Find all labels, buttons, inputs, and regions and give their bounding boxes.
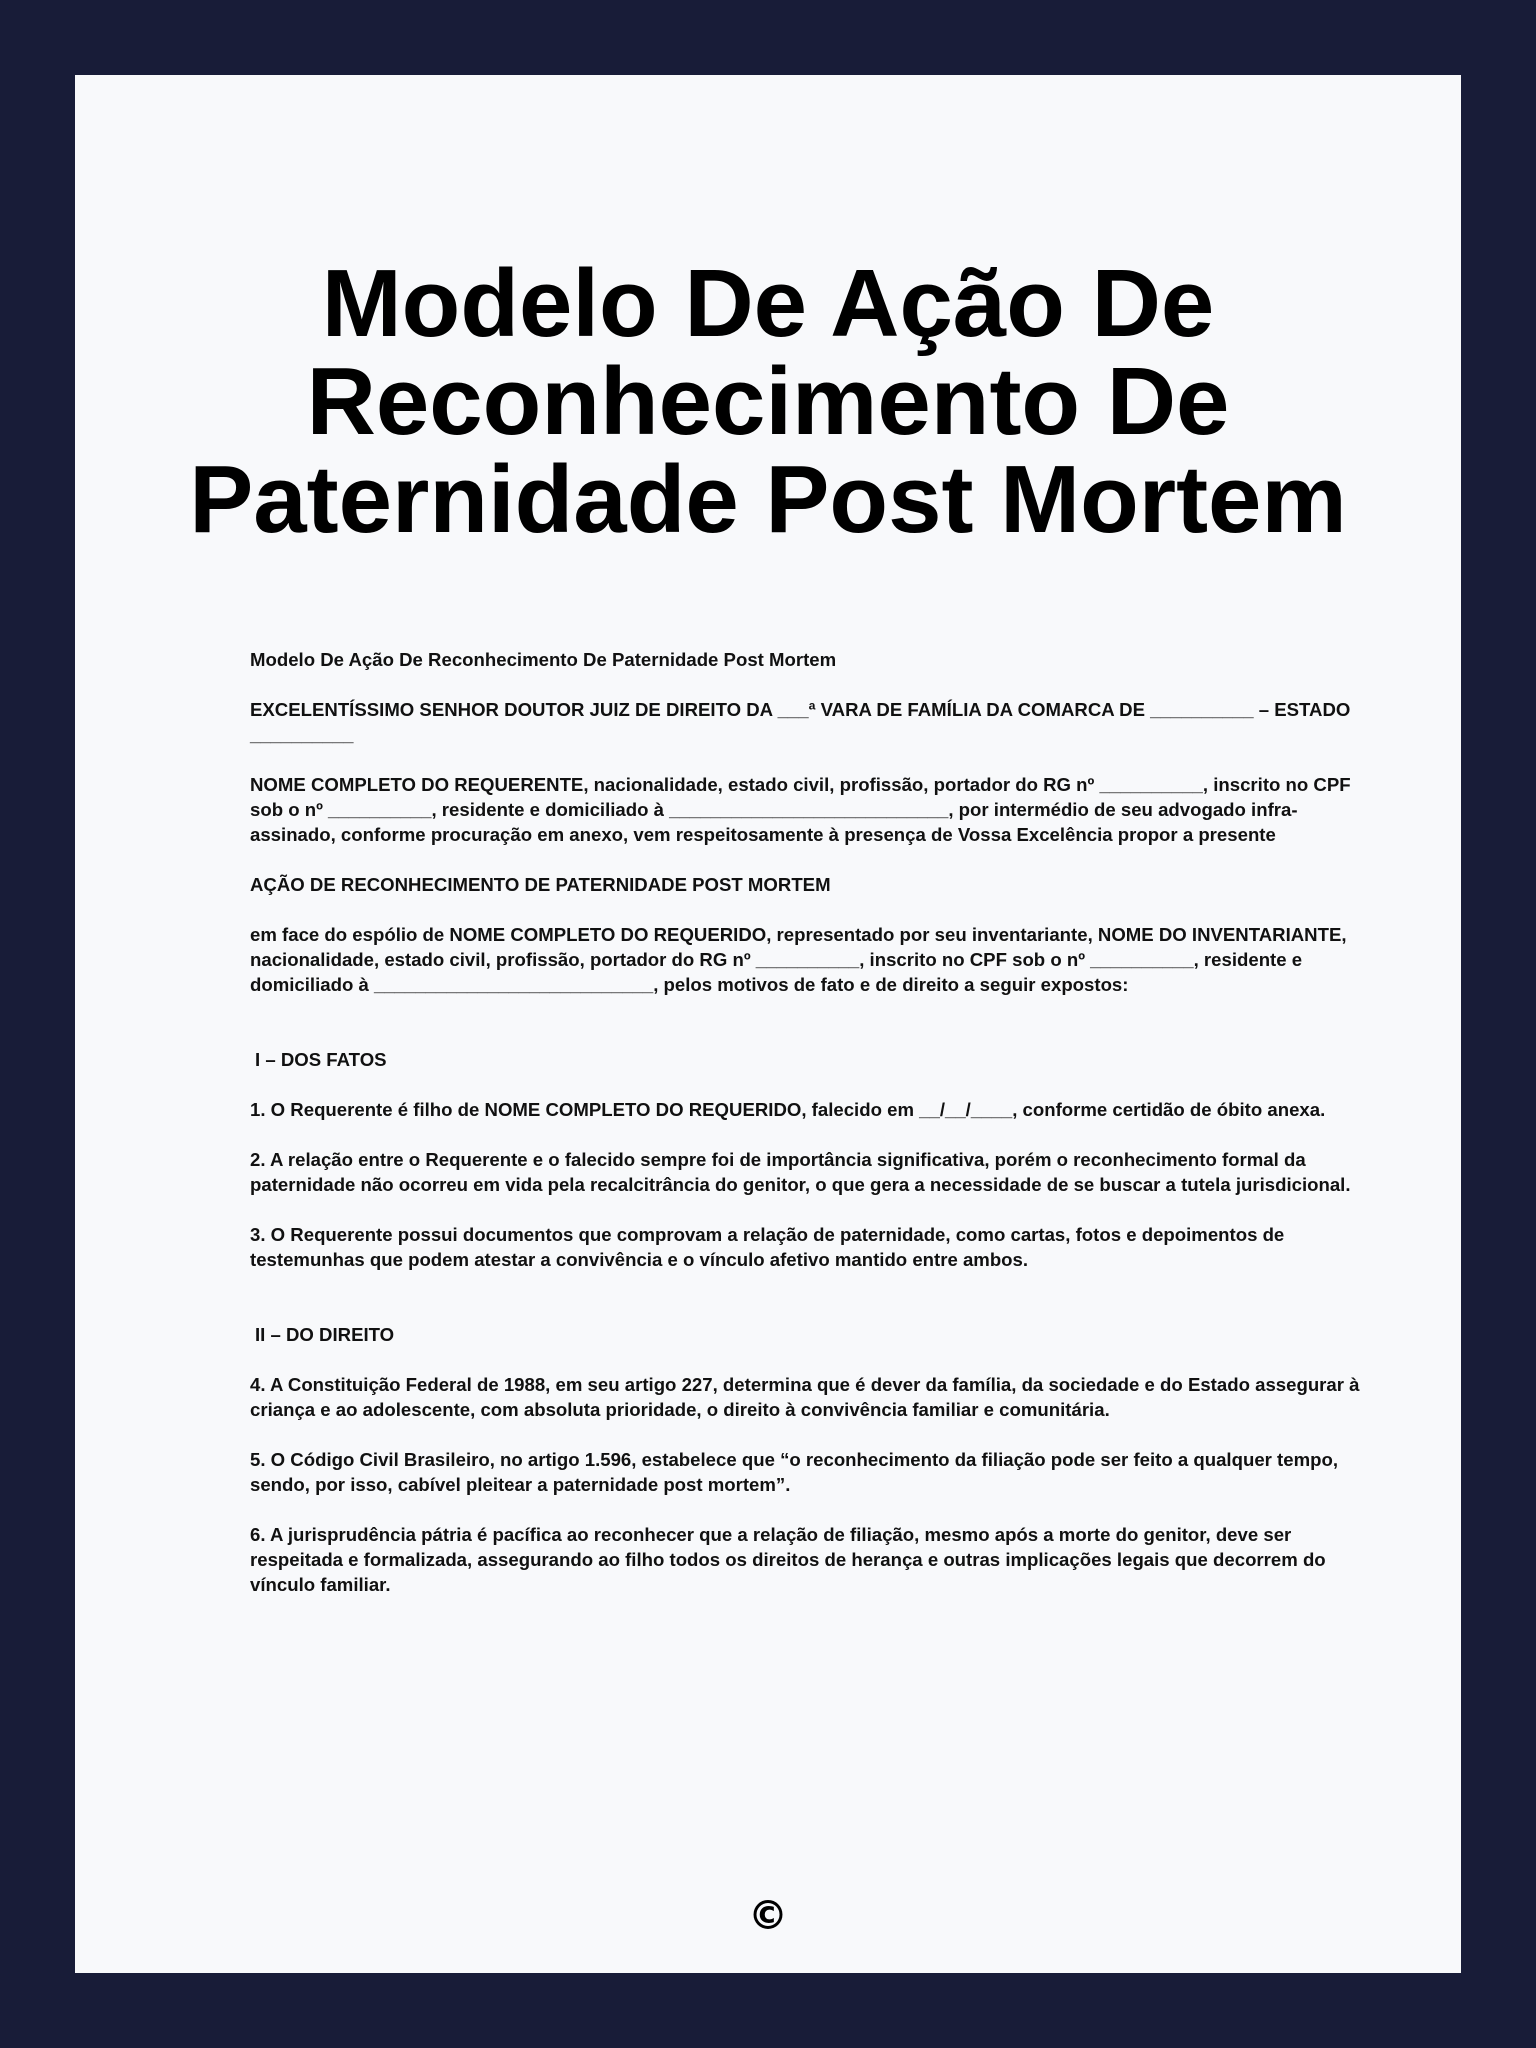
law-paragraph-4: 4. A Constituição Federal de 1988, em seu artigo 227, determina que é dever da família, da sociedade e do Estado assegurar à criança e ao adolescente, com absoluta prioridade, o direito à convivência familiar e comunitária. [250, 1374, 1360, 1420]
action-title: AÇÃO DE RECONHECIMENTO DE PATERNIDADE POST MORTEM [250, 874, 831, 895]
document-subtitle: Modelo De Ação De Reconhecimento De Paternidade Post Mortem [250, 649, 837, 670]
facts-paragraph-2: 2. A relação entre o Requerente e o falecido sempre foi de importância significativa, porém o reconhecimento formal da paternidade não ocorreu em vida pela recalcitrância do genitor, o que gera a necessidade de se buscar a tutela jurisdicional. [250, 1149, 1351, 1195]
addressee-paragraph: EXCELENTÍSSIMO SENHOR DOUTOR JUIZ DE DIREITO DA ___ª VARA DE FAMÍLIA DA COMARCA DE __________ – ESTADO __________ [250, 699, 1351, 745]
section-heading-law: II – DO DIREITO [255, 1324, 395, 1345]
copyright-icon: © [748, 1893, 788, 1939]
facts-paragraph-3: 3. O Requerente possui documentos que comprovam a relação de paternidade, como cartas, fotos e depoimentos de testemunhas que podem atestar a convivência e o vínculo afetivo mantido entre ambos. [250, 1224, 1285, 1270]
law-paragraph-5: 5. O Código Civil Brasileiro, no artigo 1.596, estabelece que “o reconhecimento da filiação pode ser feito a qualquer tempo, sendo, por isso, cabível pleitear a paternidade post mortem”. [250, 1449, 1339, 1495]
facts-paragraph-1: 1. O Requerente é filho de NOME COMPLETO DO REQUERIDO, falecido em __/__/____, conforme certidão de óbito anexa. [250, 1099, 1326, 1120]
plaintiff-paragraph: NOME COMPLETO DO REQUERENTE, nacionalidade, estado civil, profissão, portador do RG nº __________, inscrito no CPF sob o nº __________, residente e domiciliado à ___________________________, por intermédio de seu advogado infra-assinado, conforme procuração em anexo, vem respeitosamente à presença de Vossa Excelência propor a presente [250, 774, 1351, 845]
law-paragraph-6: 6. A jurisprudência pátria é pacífica ao reconhecer que a relação de filiação, mesmo após a morte do genitor, deve ser respeitada e formalizada, assegurando ao filho todos os direitos de herança e outras implicações legais que decorrem do vínculo familiar. [250, 1524, 1326, 1595]
defendant-paragraph: em face do espólio de NOME COMPLETO DO REQUERIDO, representado por seu inventariante, NOME DO INVENTARIANTE, nacionalidade, estado civil, profissão, portador do RG nº __________, inscrito no CPF sob o nº __________, residente e domiciliado à ___________________________, pelos motivos de fato e de direito a seguir expostos: [250, 924, 1347, 995]
document-title: Modelo De Ação De Reconhecimento De Paternidade Post Mortem [189, 250, 1347, 553]
document-page [75, 75, 1461, 1973]
section-heading-facts: I – DOS FATOS [255, 1049, 387, 1070]
document-body [250, 647, 1360, 1622]
